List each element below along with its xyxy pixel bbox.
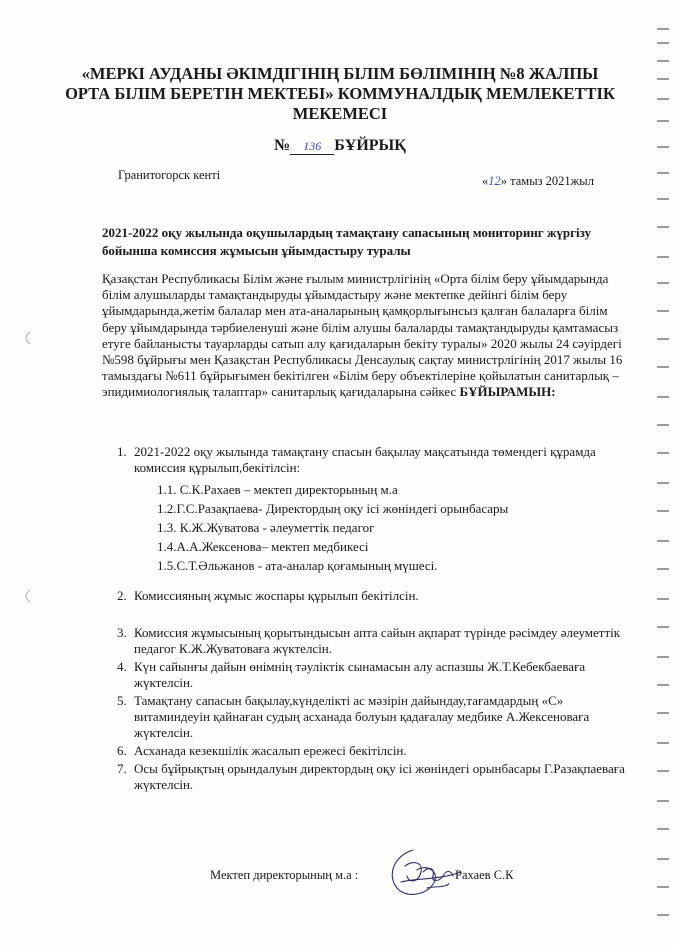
item-number: 7. — [117, 761, 127, 776]
order-item — [117, 659, 629, 691]
item-number: 2. — [117, 588, 127, 603]
edge-mark — [657, 656, 669, 658]
edge-mark — [657, 282, 669, 284]
preamble-text: Қазақстан Республикасы Білім және ғылым министрлігінің «Орта білім беру ұйымдарында білім алушыларды тамақтандыруды ұйымдастыру және мектепке дейінгі білім беру ұйымдарында,жетім балалар мен ата-аналарының қамқорлығынсыз қалған балаларға білім беру ұйымдарында тәрбиеленуші және білім алушы балаларды тамақтандыруды қамтамасыз етуге байланысты тауарларды сатып алу қағидаларын бекіту туралы» 2020 жылы 24 сәуірдегі №598 бұйрығы мен Қазақстан Республикасы Денсаулық сақтау министрлігінің 2017 жылы 16 тамыздағы №611 бұйрығымен бекітілген «Білім беру объектілеріне қойылатын санитарлық – эпидимиологиялық талаптар» санитарлық қағидаларына сәйкес — [102, 271, 623, 400]
signature-label: Мектеп директорының м.а : — [210, 868, 359, 882]
item-number: 5. — [117, 693, 127, 708]
item-text: Осы бұйрықтың орындалуын директордың оқу ісі жөніндегі орынбасары Г.Разақпаеваға жүктелсін. — [134, 761, 625, 792]
edge-mark — [657, 626, 669, 628]
city-name: Гранитогорск кенті — [118, 168, 221, 182]
preamble-paragraph — [102, 271, 624, 401]
edge-mark — [657, 366, 669, 368]
member-item: 1.1. С.К.Рахаев – мектеп директорының м.а — [157, 482, 398, 497]
date-month-year: » тамыз 2021жыл — [500, 174, 594, 188]
edge-mark — [657, 396, 669, 398]
order-item — [117, 743, 629, 759]
edge-mark — [657, 146, 669, 148]
edge-mark — [657, 338, 669, 340]
edge-mark — [657, 886, 669, 888]
member-item: 1.4.А.А.Жексенова– мектеп медбикесі — [157, 539, 369, 554]
item-text: Күн сайынғы дайын өнімнің тәуліктік сынамасын алу аспазшы Ж.Т.Кебекбаеваға жүктелсін. — [134, 659, 586, 690]
edge-mark — [657, 482, 669, 484]
edge-mark — [657, 684, 669, 686]
edge-mark — [657, 28, 669, 30]
item-number: 3. — [117, 625, 127, 640]
edge-mark — [657, 598, 669, 600]
order-subject: 2021-2022 оқу жылында оқушылардың тамақтану сапасының мониторинг жүргізу бойынша комиссия жұмысын ұйымдастыру туралы — [102, 225, 592, 258]
punch-mark — [20, 330, 34, 346]
order-number: 136 — [290, 139, 334, 155]
order-item — [117, 761, 629, 793]
edge-mark — [657, 452, 669, 454]
item-number: 1. — [117, 444, 127, 459]
preamble-command: БҰЙЫРАМЫН: — [459, 384, 556, 400]
edge-mark — [657, 568, 669, 570]
edge-mark — [657, 712, 669, 714]
edge-mark — [657, 858, 669, 860]
date-open-quote: « — [482, 174, 489, 188]
edge-mark — [657, 540, 669, 542]
edge-mark — [657, 828, 669, 830]
edge-mark — [657, 800, 669, 802]
order-label: БҰЙРЫҚ — [334, 137, 406, 154]
order-number-prefix: № — [274, 137, 291, 154]
item-number: 4. — [117, 659, 127, 674]
edge-mark — [657, 78, 669, 80]
order-item — [117, 444, 629, 575]
item-text: Комиссия жұмысының қорытындысын апта сайын ақпарат түрінде рәсімдеу әлеуметтік педагог К.Ж.Жуватоваға жүктелсін. — [134, 625, 621, 656]
edge-mark — [657, 742, 669, 744]
member-item: 1.2.Г.С.Разақпаева- Директордың оқу ісі жөніндегі орынбасары — [157, 501, 509, 516]
edge-mark — [657, 42, 669, 44]
edge-mark — [657, 226, 669, 228]
edge-mark — [657, 310, 669, 312]
edge-mark — [657, 770, 669, 772]
signatory-name: Рахаев С.К — [455, 868, 514, 882]
binding-edge-marks — [653, 20, 669, 930]
date-day: 12 — [488, 174, 501, 188]
edge-mark — [657, 60, 669, 62]
order-date — [482, 174, 594, 189]
item-text: Комиссияның жұмыс жоспары құрылып бекітілсін. — [134, 588, 419, 603]
member-item: 1.3. К.Ж.Жуватова - әлеуметтік педагог — [157, 520, 375, 535]
edge-mark — [657, 256, 669, 258]
edge-mark — [657, 120, 669, 122]
punch-mark — [20, 588, 34, 604]
edge-mark — [657, 914, 669, 916]
item-text: 2021-2022 оқу жылында тамақтану спасын бақылау мақсатында төмендегі құрамда комиссия құрылып,бекітілсін: — [134, 444, 596, 475]
edge-mark — [657, 424, 669, 426]
order-item — [117, 625, 629, 657]
edge-mark — [657, 510, 669, 512]
item-text: Асханада кезекшілік жасалып ережесі бекітілсін. — [134, 743, 407, 758]
commission-members-list — [134, 480, 629, 575]
edge-mark — [657, 172, 669, 174]
order-items-list — [117, 444, 629, 795]
item-number: 6. — [117, 743, 127, 758]
order-item — [117, 588, 629, 604]
organization-title: «МЕРКІ АУДАНЫ ӘКІМДІГІНІҢ БІЛІМ БӨЛІМІНІҢ №8 ЖАЛПЫ ОРТА БІЛІМ БЕРЕТІН МЕКТЕБІ» КОММУНАЛДЫҚ МЕМЛЕКЕТТІК МЕКЕМЕСІ — [65, 64, 615, 123]
edge-mark — [657, 98, 669, 100]
edge-mark — [657, 198, 669, 200]
order-heading — [230, 137, 450, 155]
order-item — [117, 693, 629, 741]
item-text: Тамақтану сапасын бақылау,күнделікті ас мәзірін дайындау,тағамдардың «С» витаминдеуін қайнаған судың асханада болуын қадағалау медбике А.Жексеноваға жүктелсін. — [134, 693, 590, 740]
member-item: 1.5.С.Т.Әльжанов - ата-аналар қоғамының мүшесі. — [157, 558, 438, 573]
